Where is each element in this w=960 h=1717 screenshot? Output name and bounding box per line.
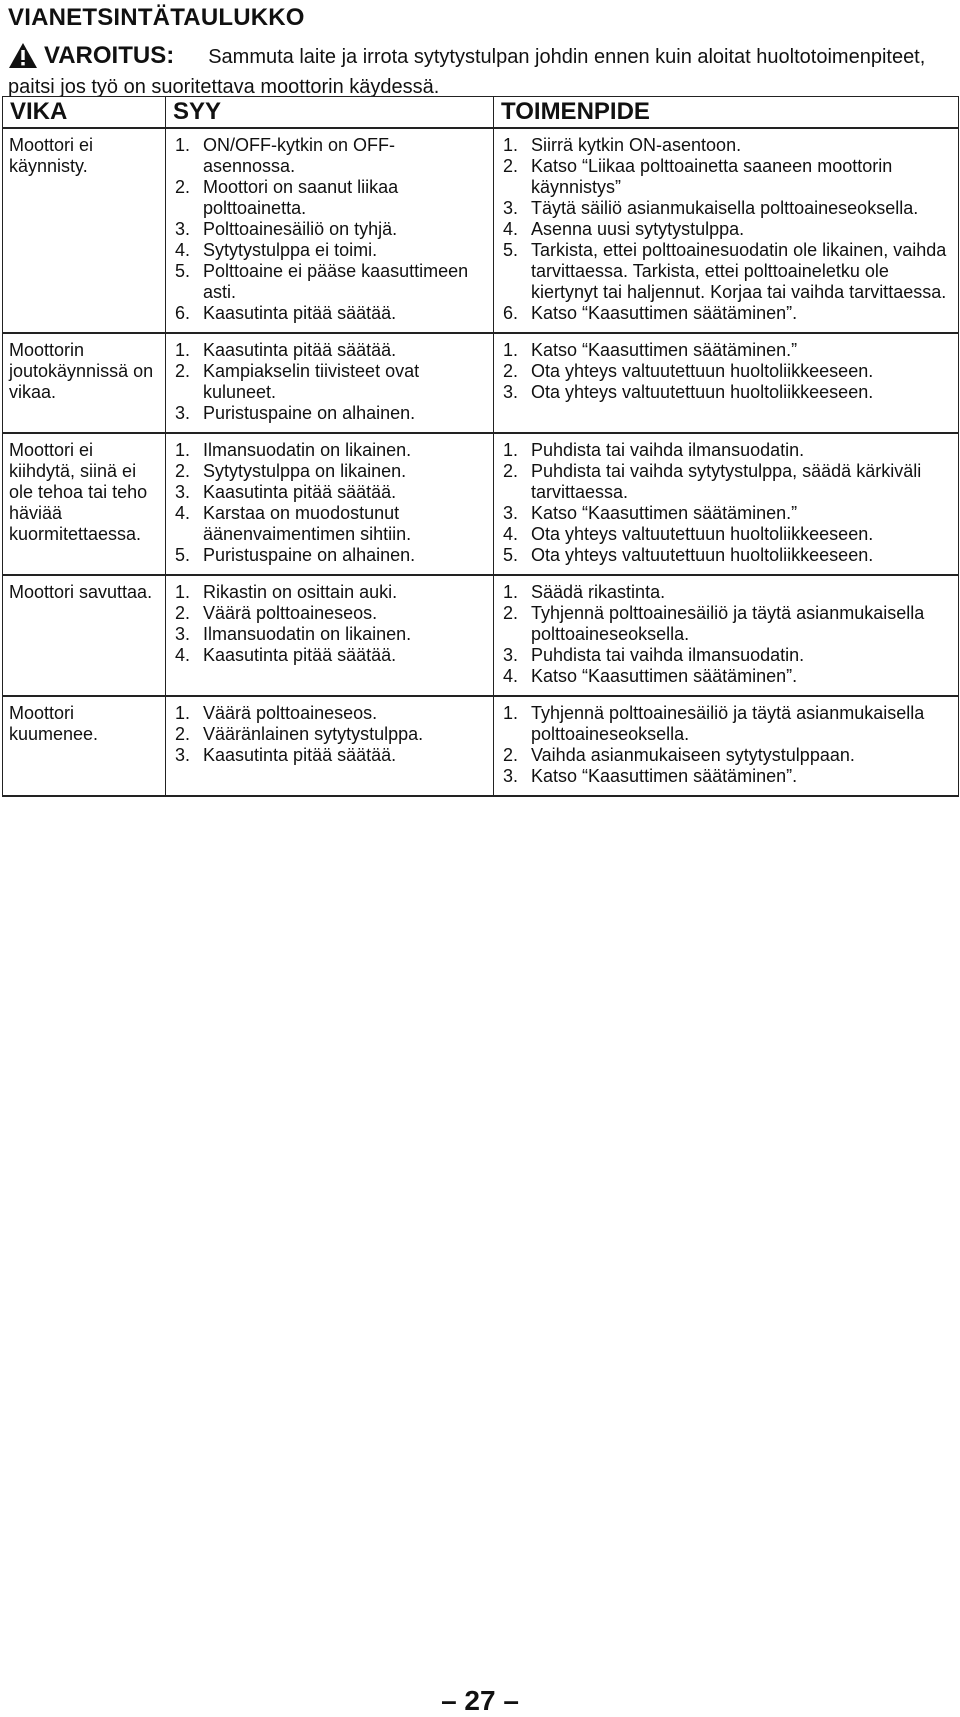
toimenpide-item xyxy=(503,524,952,545)
syy-item xyxy=(175,303,487,324)
item-text: Polttoainesäiliö on tyhjä. xyxy=(203,219,398,239)
syy-item xyxy=(175,582,487,603)
item-text: Kaasutinta pitää säätää. xyxy=(203,303,397,323)
item-text: Asenna uusi sytytystulppa. xyxy=(531,219,745,239)
item-text: Ilmansuodatin on likainen. xyxy=(203,440,412,460)
header-toimenpide: TOIMENPIDE xyxy=(494,97,959,129)
item-number: 3. xyxy=(503,645,519,665)
item-text: Vaihda asianmukaiseen sytytystulppaan. xyxy=(531,745,855,765)
toimenpide-item xyxy=(503,361,952,382)
syy-list xyxy=(175,440,487,566)
item-text: Karstaa on muodostunut äänenvaimentimen sihtiin. xyxy=(203,503,412,544)
item-number: 3. xyxy=(503,503,519,523)
item-text: Katso “Liikaa polttoainetta saaneen moottorin käynnistys” xyxy=(531,156,893,197)
fault-cell: Moottori ei kiihdytä, siinä ei ole tehoa tai teho häviää kuormitettaessa. xyxy=(3,433,166,575)
item-number: 4. xyxy=(503,666,519,686)
toimenpide-item xyxy=(503,303,952,324)
item-number: 1. xyxy=(503,582,519,602)
item-text: Katso “Kaasuttimen säätäminen”. xyxy=(531,303,798,323)
cause-cell xyxy=(166,128,494,333)
item-number: 3. xyxy=(503,766,519,786)
syy-item xyxy=(175,645,487,666)
item-text: Siirrä kytkin ON-asentoon. xyxy=(531,135,742,155)
syy-item xyxy=(175,724,487,745)
toimenpide-list xyxy=(503,340,952,403)
item-text: Ota yhteys valtuutettuun huoltoliikkeeseen. xyxy=(531,361,874,381)
toimenpide-list xyxy=(503,135,952,324)
item-number: 1. xyxy=(503,135,519,155)
item-text: ON/OFF-kytkin on OFF-asennossa. xyxy=(203,135,396,176)
item-number: 4. xyxy=(175,503,191,523)
item-number: 3. xyxy=(503,382,519,402)
item-number: 1. xyxy=(503,703,519,723)
item-number: 2. xyxy=(175,724,191,744)
item-text: Puhdista tai vaihda ilmansuodatin. xyxy=(531,440,805,460)
item-text: Puristuspaine on alhainen. xyxy=(203,545,416,565)
item-text: Sytytystulppa ei toimi. xyxy=(203,240,378,260)
syy-item xyxy=(175,361,487,403)
toimenpide-item xyxy=(503,603,952,645)
toimenpide-list xyxy=(503,703,952,787)
syy-item xyxy=(175,403,487,424)
syy-item xyxy=(175,135,487,177)
fault-cell: Moottorin joutokäynnissä on vikaa. xyxy=(3,333,166,433)
item-text: Tyhjennä polttoainesäiliö ja täytä asianmukaisella polttoaineseoksella. xyxy=(531,703,925,744)
table-body xyxy=(3,128,959,796)
warning-text: Sammuta laite ja irrota sytytystulpan johdin ennen kuin aloitat huoltotoimenpiteet, paitsi jos työ on suoritettava moottorin käydessä. xyxy=(8,46,926,98)
item-text: Katso “Kaasuttimen säätäminen”. xyxy=(531,666,798,686)
page-title: VIANETSINTÄTAULUKKO xyxy=(8,4,305,31)
item-text: Kaasutinta pitää säätää. xyxy=(203,340,397,360)
table-row xyxy=(3,575,959,696)
toimenpide-item xyxy=(503,666,952,687)
item-number: 1. xyxy=(175,582,191,602)
item-number: 6. xyxy=(503,303,519,323)
item-text: Kaasutinta pitää säätää. xyxy=(203,645,397,665)
item-text: Katso “Kaasuttimen säätäminen.” xyxy=(531,340,798,360)
toimenpide-item xyxy=(503,240,952,303)
troubleshooting-table xyxy=(2,96,959,797)
toimenpide-item xyxy=(503,645,952,666)
item-text: Täytä säiliö asianmukaisella polttoaineseoksella. xyxy=(531,198,919,218)
toimenpide-item xyxy=(503,198,952,219)
table-row xyxy=(3,128,959,333)
syy-item xyxy=(175,703,487,724)
item-text: Ota yhteys valtuutettuun huoltoliikkeeseen. xyxy=(531,382,874,402)
item-text: Vääränlainen sytytystulppa. xyxy=(203,724,424,744)
item-text: Ilmansuodatin on likainen. xyxy=(203,624,412,644)
item-text: Kampiakselin tiivisteet ovat kuluneet. xyxy=(203,361,420,402)
syy-list xyxy=(175,582,487,666)
item-number: 1. xyxy=(175,703,191,723)
item-number: 2. xyxy=(175,361,191,381)
table-header-row xyxy=(3,97,959,129)
table-row xyxy=(3,433,959,575)
syy-item xyxy=(175,261,487,303)
syy-item xyxy=(175,461,487,482)
toimenpide-item xyxy=(503,340,952,361)
item-number: 4. xyxy=(503,219,519,239)
item-text: Tyhjennä polttoainesäiliö ja täytä asianmukaisella polttoaineseoksella. xyxy=(531,603,925,644)
item-number: 2. xyxy=(175,177,191,197)
item-number: 2. xyxy=(175,461,191,481)
syy-list xyxy=(175,703,487,766)
item-number: 2. xyxy=(503,361,519,381)
action-cell xyxy=(494,433,959,575)
cause-cell xyxy=(166,575,494,696)
item-number: 1. xyxy=(175,135,191,155)
syy-item xyxy=(175,340,487,361)
toimenpide-item xyxy=(503,440,952,461)
toimenpide-item xyxy=(503,135,952,156)
item-number: 4. xyxy=(175,645,191,665)
table-row xyxy=(3,333,959,433)
toimenpide-item xyxy=(503,156,952,198)
action-cell xyxy=(494,333,959,433)
item-number: 5. xyxy=(503,240,519,260)
item-number: 3. xyxy=(503,198,519,218)
syy-item xyxy=(175,482,487,503)
warning-notice xyxy=(8,42,952,99)
item-text: Väärä polttoaineseos. xyxy=(203,703,378,723)
item-text: Puristuspaine on alhainen. xyxy=(203,403,416,423)
item-text: Katso “Kaasuttimen säätäminen”. xyxy=(531,766,798,786)
item-number: 1. xyxy=(503,340,519,360)
header-vika: VIKA xyxy=(3,97,166,129)
item-text: Sytytystulppa on likainen. xyxy=(203,461,407,481)
item-number: 2. xyxy=(175,603,191,623)
syy-item xyxy=(175,503,487,545)
table-row xyxy=(3,696,959,796)
syy-item xyxy=(175,603,487,624)
fault-cell: Moottori ei käynnisty. xyxy=(3,128,166,333)
action-cell xyxy=(494,696,959,796)
item-number: 3. xyxy=(175,219,191,239)
toimenpide-item xyxy=(503,582,952,603)
item-number: 5. xyxy=(175,545,191,565)
item-number: 3. xyxy=(175,403,191,423)
item-number: 2. xyxy=(503,156,519,176)
syy-item xyxy=(175,440,487,461)
toimenpide-list xyxy=(503,582,952,687)
toimenpide-item xyxy=(503,766,952,787)
item-text: Tarkista, ettei polttoainesuodatin ole likainen, vaihda tarvittaessa. Tarkista, ettei polttoaineletku ole kiertynyt tai haljennut. Korjaa tai vaihda tarvittaessa. xyxy=(531,240,947,302)
item-number: 3. xyxy=(175,745,191,765)
fault-cell: Moottori savuttaa. xyxy=(3,575,166,696)
warning-label: VAROITUS: xyxy=(44,42,175,69)
syy-list xyxy=(175,340,487,424)
page-number: – 27 – xyxy=(441,1685,519,1716)
syy-item xyxy=(175,240,487,261)
item-number: 5. xyxy=(503,545,519,565)
item-number: 3. xyxy=(175,482,191,502)
cause-cell xyxy=(166,696,494,796)
item-text: Polttoaine ei pääse kaasuttimeen asti. xyxy=(203,261,469,302)
fault-cell: Moottori kuumenee. xyxy=(3,696,166,796)
item-number: 4. xyxy=(175,240,191,260)
item-number: 4. xyxy=(503,524,519,544)
item-number: 1. xyxy=(175,440,191,460)
item-number: 3. xyxy=(175,624,191,644)
toimenpide-item xyxy=(503,745,952,766)
syy-item xyxy=(175,745,487,766)
item-number: 5. xyxy=(175,261,191,281)
header-syy: SYY xyxy=(166,97,494,129)
item-number: 6. xyxy=(175,303,191,323)
item-text: Ota yhteys valtuutettuun huoltoliikkeeseen. xyxy=(531,545,874,565)
syy-item xyxy=(175,177,487,219)
item-number: 1. xyxy=(175,340,191,360)
toimenpide-item xyxy=(503,461,952,503)
toimenpide-item xyxy=(503,219,952,240)
item-text: Kaasutinta pitää säätää. xyxy=(203,482,397,502)
item-text: Säädä rikastinta. xyxy=(531,582,666,602)
item-text: Moottori on saanut liikaa polttoainetta. xyxy=(203,177,399,218)
syy-item xyxy=(175,545,487,566)
item-number: 2. xyxy=(503,745,519,765)
item-text: Puhdista tai vaihda sytytystulppa, säädä kärkiväli tarvittaessa. xyxy=(531,461,922,502)
toimenpide-item xyxy=(503,703,952,745)
toimenpide-item xyxy=(503,382,952,403)
warning-triangle-icon xyxy=(8,42,38,75)
item-text: Puhdista tai vaihda ilmansuodatin. xyxy=(531,645,805,665)
item-number: 2. xyxy=(503,461,519,481)
cause-cell xyxy=(166,333,494,433)
item-text: Katso “Kaasuttimen säätäminen.” xyxy=(531,503,798,523)
syy-item xyxy=(175,624,487,645)
item-number: 1. xyxy=(503,440,519,460)
item-text: Ota yhteys valtuutettuun huoltoliikkeeseen. xyxy=(531,524,874,544)
action-cell xyxy=(494,575,959,696)
toimenpide-item xyxy=(503,503,952,524)
cause-cell xyxy=(166,433,494,575)
action-cell xyxy=(494,128,959,333)
toimenpide-list xyxy=(503,440,952,566)
item-text: Rikastin on osittain auki. xyxy=(203,582,398,602)
toimenpide-item xyxy=(503,545,952,566)
item-text: Kaasutinta pitää säätää. xyxy=(203,745,397,765)
item-number: 2. xyxy=(503,603,519,623)
syy-item xyxy=(175,219,487,240)
syy-list xyxy=(175,135,487,324)
item-text: Väärä polttoaineseos. xyxy=(203,603,378,623)
